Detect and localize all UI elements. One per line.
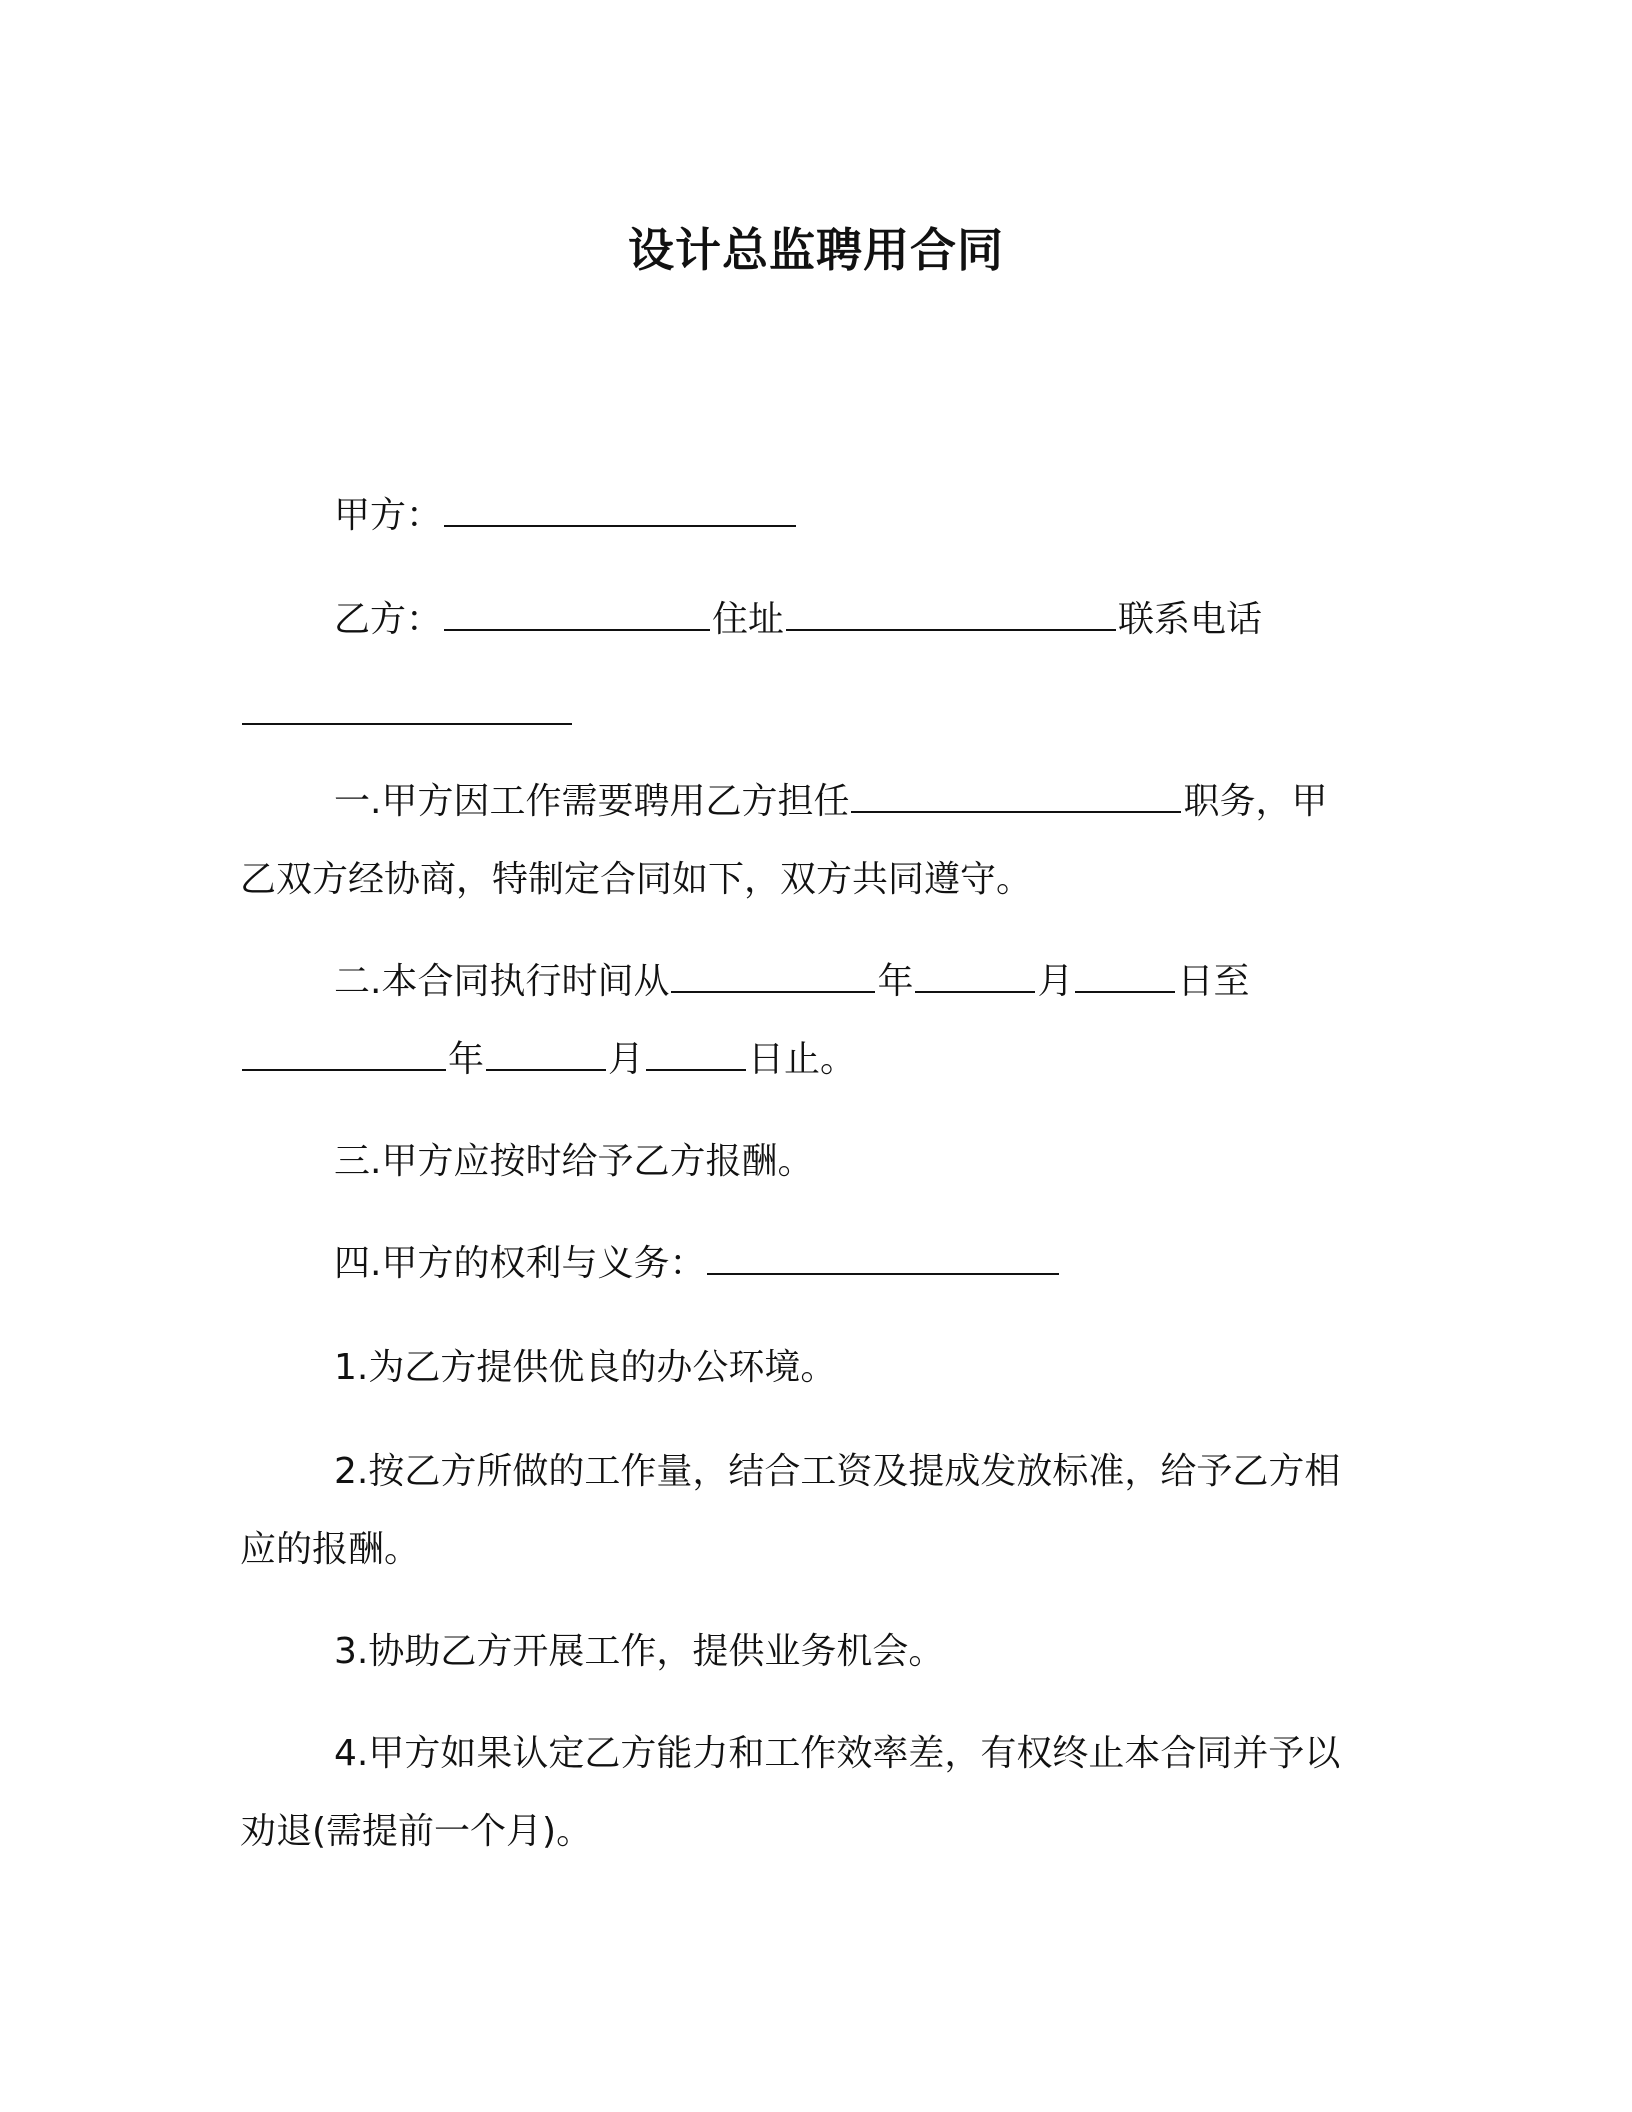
- party-b-address-label: 住址: [712, 599, 785, 640]
- clause-1-position-blank: [851, 781, 1181, 813]
- start-day-blank: [1075, 961, 1175, 993]
- start-day-label: 日至: [1177, 961, 1250, 1002]
- start-year-label: 年: [877, 961, 914, 1002]
- item-1-text: 1.为乙方提供优良的办公环境。: [334, 1347, 837, 1388]
- end-month-blank: [486, 1039, 606, 1071]
- start-year-blank: [671, 961, 875, 993]
- party-a-blank: [444, 495, 796, 527]
- party-b-phone-line: [240, 690, 574, 738]
- party-a-label: 甲方：: [334, 495, 443, 536]
- clause-1-line-1: [334, 778, 1327, 826]
- item-3-line: [334, 1628, 944, 1676]
- party-b-phone-blank: [242, 693, 572, 725]
- clause-1-text-a: 一.甲方因工作需要聘用乙方担任: [334, 781, 850, 822]
- item-4-line-2: [240, 1808, 592, 1856]
- clause-2-line-1: [334, 958, 1250, 1006]
- clause-4-text: 四.甲方的权利与义务：: [334, 1243, 706, 1284]
- item-4-line-1: [334, 1730, 1340, 1778]
- clause-3-line: [334, 1138, 813, 1186]
- party-b-address-blank: [786, 599, 1116, 631]
- start-month-label: 月: [1037, 961, 1074, 1002]
- item-3-text: 3.协助乙方开展工作，提供业务机会。: [334, 1631, 945, 1672]
- end-year-label: 年: [448, 1039, 485, 1080]
- clause-4-line: [334, 1240, 1061, 1288]
- party-a-line: [334, 492, 798, 540]
- clause-3-text: 三.甲方应按时给予乙方报酬。: [334, 1141, 814, 1182]
- party-b-phone-label: 联系电话: [1118, 599, 1263, 640]
- item-4-text-a: 4.甲方如果认定乙方能力和工作效率差，有权终止本合同并予以: [334, 1733, 1341, 1774]
- item-1-line: [334, 1344, 836, 1392]
- clause-4-blank: [707, 1243, 1059, 1275]
- party-b-label: 乙方：: [334, 599, 443, 640]
- clause-2-text-a: 二.本合同执行时间从: [334, 961, 670, 1002]
- end-day-blank: [646, 1039, 746, 1071]
- item-4-text-b: 劝退(需提前一个月)。: [240, 1811, 593, 1852]
- end-day-label: 日止。: [748, 1039, 857, 1080]
- clause-1-text-c: 乙双方经协商，特制定合同如下，双方共同遵守。: [240, 859, 1033, 900]
- clause-2-line-2: [240, 1036, 856, 1084]
- item-2-line-2: [240, 1526, 420, 1574]
- start-month-blank: [915, 961, 1035, 993]
- item-2-text-a: 2.按乙方所做的工作量，结合工资及提成发放标准，给予乙方相: [334, 1451, 1341, 1492]
- end-year-blank: [242, 1039, 446, 1071]
- document-title: 设计总监聘用合同: [628, 223, 1004, 277]
- end-month-label: 月: [608, 1039, 645, 1080]
- clause-1-text-b: 职务，甲: [1183, 781, 1328, 822]
- item-2-text-b: 应的报酬。: [240, 1529, 421, 1570]
- party-b-line: [334, 596, 1262, 644]
- clause-1-line-2: [240, 856, 1032, 904]
- item-2-line-1: [334, 1448, 1340, 1496]
- party-b-name-blank: [444, 599, 710, 631]
